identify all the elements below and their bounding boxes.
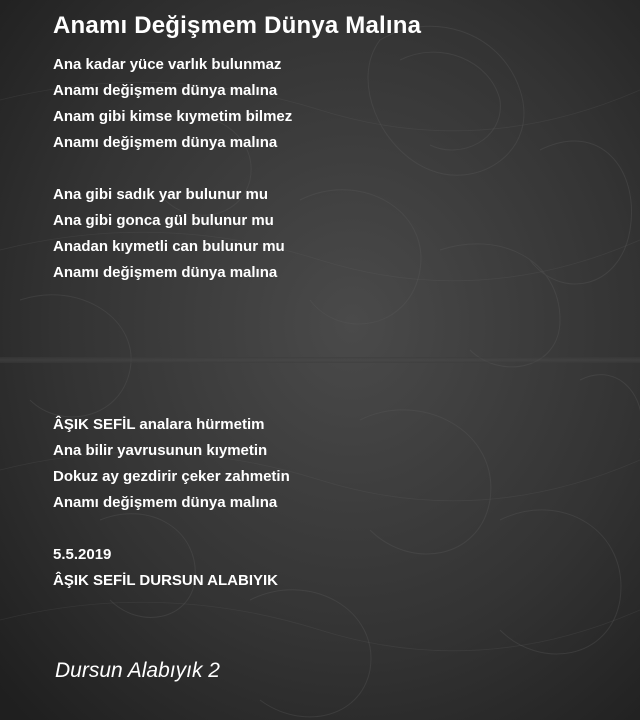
poem-line: Ana gibi gonca gül bulunur mu — [53, 212, 274, 229]
poem-line: Anam gibi kimse kıymetim bilmez — [53, 108, 293, 125]
poem-line: Ana gibi sadık yar bulunur mu — [53, 186, 269, 203]
poem-line: Anadan kıymetli can bulunur mu — [53, 238, 285, 255]
author-name: Dursun Alabıyık 2 — [55, 659, 220, 682]
poem-line: ÂŞIK SEFİL analara hürmetim — [53, 416, 265, 433]
stanza-1 — [53, 52, 292, 156]
poem-line: Dokuz ay gezdirir çeker zahmetin — [53, 468, 290, 485]
stanza-3 — [53, 412, 290, 516]
poem-date: 5.5.2019 — [53, 546, 112, 563]
poem-title: Anamı Değişmem Dünya Malına — [53, 12, 422, 39]
poem-line: Ana kadar yüce varlık bulunmaz — [53, 56, 282, 73]
poem-line: Anamı değişmem dünya malına — [53, 82, 278, 99]
stanza-2 — [53, 182, 285, 286]
poem-line: Anamı değişmem dünya malına — [53, 264, 278, 281]
poem-line: Anamı değişmem dünya malına — [53, 494, 278, 511]
panel-seam — [0, 357, 640, 363]
stanza-4-signature — [53, 542, 278, 594]
poem-line: Anamı değişmem dünya malına — [53, 134, 278, 151]
poem-signature: ÂŞIK SEFİL DURSUN ALABIYIK — [53, 572, 279, 589]
poem-line: Ana bilir yavrusunun kıymetin — [53, 442, 268, 459]
